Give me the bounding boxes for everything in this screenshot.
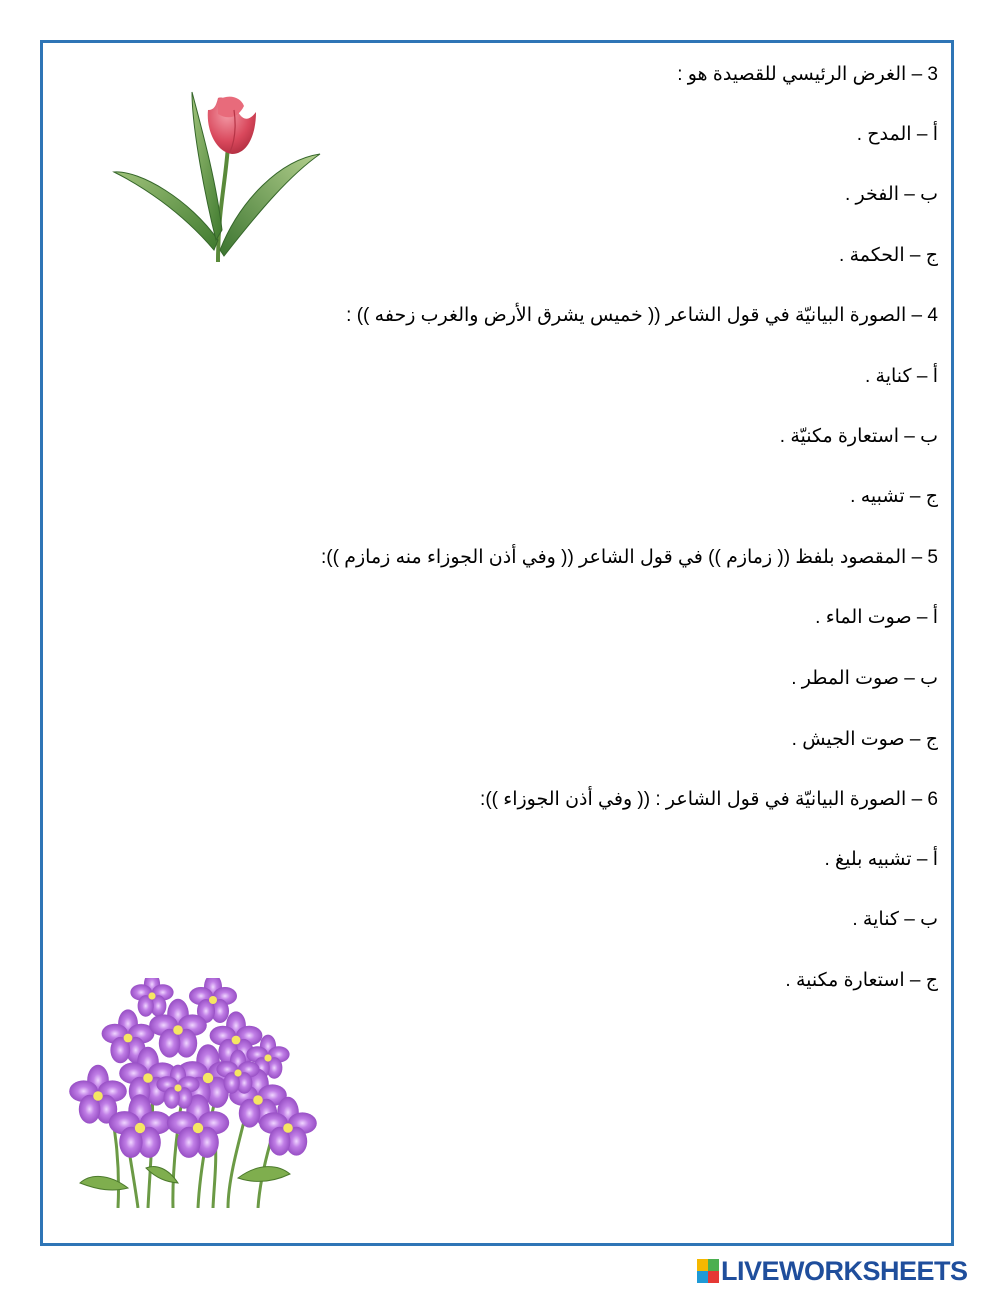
question-5-option-c[interactable]: ج – صوت الجيش . (791, 729, 938, 750)
liveworksheets-logo-text: LIVEWORKSHEETS (721, 1256, 968, 1286)
question-5-option-b[interactable]: ب – صوت المطر . (791, 668, 938, 689)
violets-illustration (68, 978, 318, 1208)
question-6-option-c[interactable]: ج – استعارة مكنية . (785, 970, 938, 991)
liveworksheets-logo-icon (697, 1259, 719, 1283)
question-5-stem: 5 – المقصود بلفظ (( زمازم )) في قول الشاعر (( وفي أذن الجوزاء منه زمازم )): (321, 547, 938, 568)
question-4-option-b[interactable]: ب – استعارة مكنيّة . (779, 426, 938, 447)
question-5-option-a[interactable]: أ – صوت الماء . (815, 607, 938, 628)
question-6-option-b[interactable]: ب – كناية . (852, 909, 938, 930)
question-6-option-a[interactable]: أ – تشبيه بليغ . (824, 849, 938, 870)
question-4-option-c[interactable]: ج – تشبيه . (850, 486, 938, 507)
question-4-option-a[interactable]: أ – كناية . (864, 366, 938, 387)
question-3-stem: 3 – الغرض الرئيسي للقصيدة هو : (677, 64, 938, 85)
question-3-option-a[interactable]: أ – المدح . (856, 124, 938, 145)
liveworksheets-logo (697, 1254, 997, 1288)
question-3-option-c[interactable]: ج – الحكمة . (839, 245, 938, 266)
question-4-stem: 4 – الصورة البيانيّة في قول الشاعر (( خميس يشرق الأرض والغرب زحفه )) : (346, 305, 938, 326)
tulip-illustration (110, 90, 325, 265)
question-3-option-b[interactable]: ب – الفخر . (845, 184, 938, 205)
question-6-stem: 6 – الصورة البيانيّة في قول الشاعر : (( وفي أذن الجوزاء )): (480, 789, 938, 810)
